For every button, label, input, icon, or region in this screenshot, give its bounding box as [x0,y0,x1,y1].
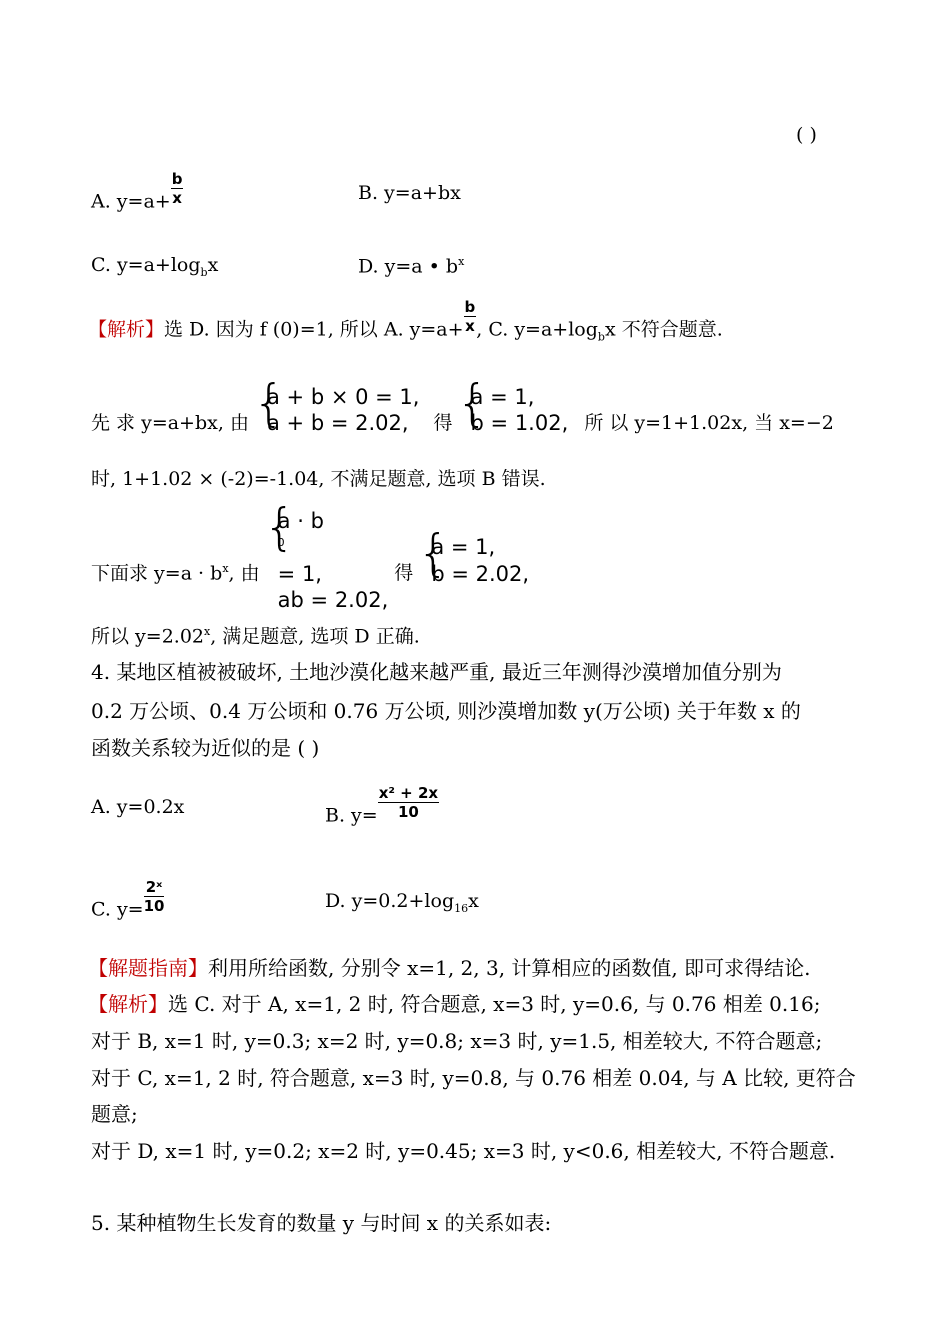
q4-guide: 【解题指南】利用所给函数, 分别令 x=1, 2, 3, 计算相应的函数值, 即可求得结论. [88,956,811,980]
q3-option-c: C. $y=a+\log_bx$ [91,254,219,279]
q4-option-d: D. $y=0.2+\log_{16}x$ [325,890,479,915]
answer-paren: ( ) [796,124,817,146]
q3-option-a: A. y=a+ $\frac{b}{x}$ [91,170,183,213]
q5-stem: 5. 某种植物生长发育的数量 y 与时间 x 的关系如表: [91,1211,552,1235]
q4-stem-line-1: 4. 某地区植被被破坏, 土地沙漠化越来越严重, 最近三年测得沙漠增加值分别为 [91,660,782,684]
guide-tag: 【解题指南】 [88,956,208,980]
equation-system-3: { a · b $^0$ = 1, ab = 2.02, [266,508,389,613]
equation-system-1: { a + b × 0 = 1, a + b = 2.02, [255,384,419,437]
q4-stem-line-2: 0.2 万公顷、0.4 万公顷和 0.76 万公顷, 则沙漠增加数 y(万公顷) 关于年数 x 的 [91,699,801,723]
fraction-2x-over-10: $\frac{\text{2ˣ}}{10}$ [143,878,165,915]
equation-system-2: { a = 1, b = 1.02, [459,384,569,437]
q4-stem-line-3: 函数关系较为近似的是 ( ) [91,736,320,760]
q4-solution-line-5: 对于 D, x=1 时, y=0.2; x=2 时, y=0.45; x=3 时, y<0.6, 相差较大, 不符合题意. [91,1139,836,1163]
solution-tag: 【解析】 [88,992,168,1016]
q3-option-d: D. y=a • $b^x$ [358,255,465,278]
q4-option-c: C. y= $\frac{\text{2ˣ}}{10}$ [91,878,165,921]
fraction-x2-plus-2x-over-10: $\frac{\text{x² + 2x}}{10}$ [378,784,439,821]
q4-solution-line-1: 【解析】选 C. 对于 A, x=1, 2 时, 符合题意, x=3 时, y=0.6, 与 0.76 相差 0.16; [88,992,821,1016]
q4-option-a: A. y=0.2x [91,796,185,818]
q3-conclusion: 所以 $y=2.02^x$, 满足题意, 选项 D 正确. [91,625,420,648]
q4-solution-line-2: 对于 B, x=1 时, y=0.3; x=2 时, y=0.8; x=3 时, y=1.5, 相差较大, 不符合题意; [91,1029,823,1053]
q3-solution: 【解析】选 D. 因为 f (0)=1, 所以 A. y=a+ $\frac{b}{x}$ , C. $y=a+\log_bx$ 不符合题意. [88,298,723,344]
q4-solution-line-3: 对于 C, x=1, 2 时, 符合题意, x=3 时, y=0.8, 与 0.76 相差 0.04, 与 A 比较, 更符合 [91,1066,856,1090]
fraction-b-over-x: $\frac{b}{x}$ [464,298,476,335]
q3-first-case: 先 求 y=a+bx, 由 { a + b × 0 = 1, a + b = 2.02, 得 { a = 1, b = 1.02, 所 以 y=1+1.02x, 当 x=−2 [91,384,834,437]
q3-second-case: 下面求 $y=a \cdot b^x$, 由 { a · b $^0$ = 1, ab = 2.02, 得 { a = 1, b = 2.02, [91,508,529,613]
q4-solution-line-4: 题意; [91,1102,138,1126]
solution-tag: 【解析】 [88,318,165,341]
equation-system-4: { a = 1, b = 2.02, [419,534,529,587]
q4-option-b: B. y= $\frac{\text{x² + 2x}}{10}$ [325,784,439,827]
fraction-b-over-x: $\frac{b}{x}$ [171,170,183,207]
q3-option-b: B. y=a+bx [358,182,461,204]
q3-first-case-cont: 时, 1+1.02 × (-2)=-1.04, 不满足题意, 选项 B 错误. [91,468,546,490]
